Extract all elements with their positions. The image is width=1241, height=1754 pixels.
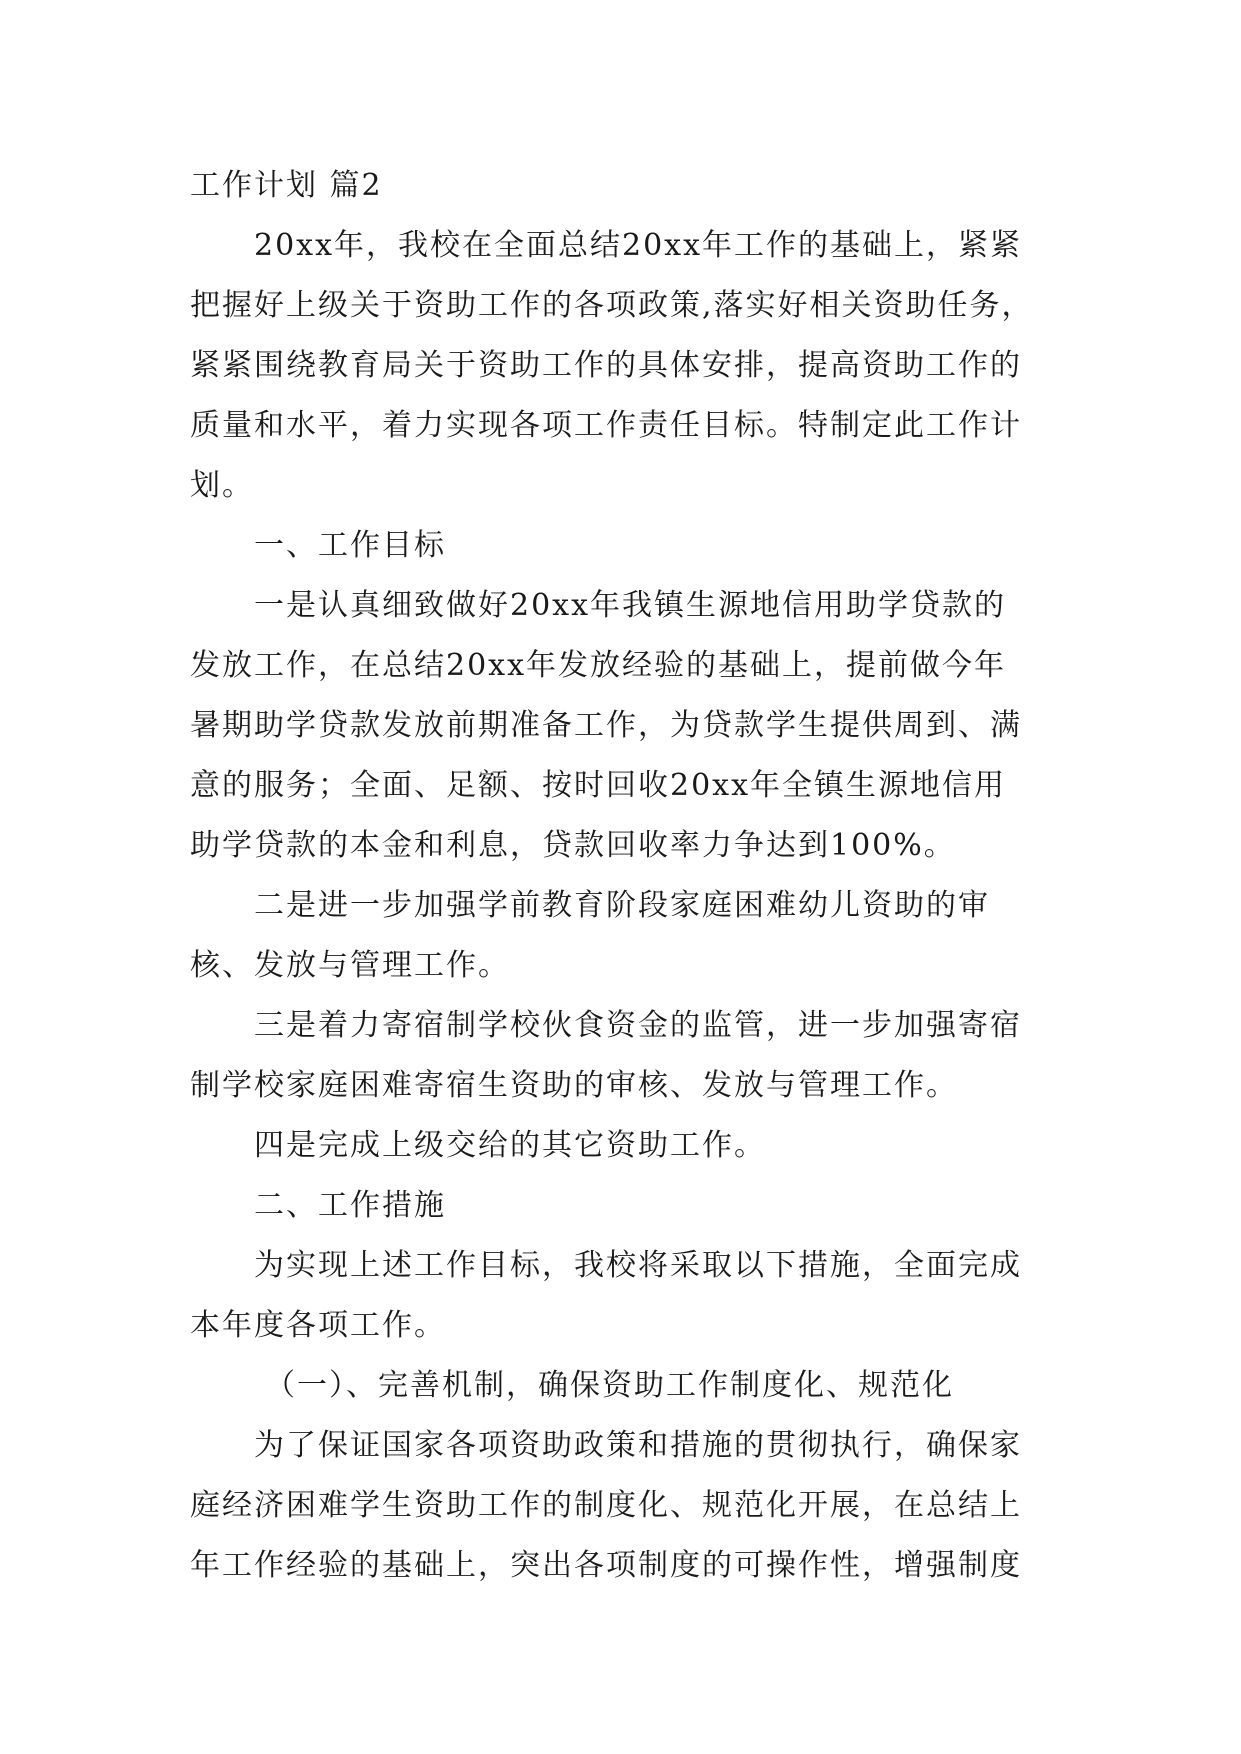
paragraph-line: 20xx年，我校在全面总结20xx年工作的基础上，紧紧 [254, 228, 1023, 263]
paragraph-line: 三是着力寄宿制学校伙食资金的监管，进一步加强寄宿 [254, 1008, 1022, 1043]
paragraph-line: 意的服务；全面、足额、按时回收20xx年全镇生源地信用 [190, 768, 1007, 803]
paragraph-line: 为了保证国家各项资助政策和措施的贯彻执行，确保家 [254, 1428, 1022, 1463]
section-heading: 一、工作目标 [254, 528, 446, 563]
paragraph-line: 庭经济困难学生资助工作的制度化、规范化开展，在总结上 [190, 1488, 1022, 1523]
paragraph-line: 二是进一步加强学前教育阶段家庭困难幼儿资助的审 [254, 888, 990, 923]
paragraph-line: 紧紧围绕教育局关于资助工作的具体安排，提高资助工作的 [190, 348, 1022, 383]
paragraph-line: 质量和水平，着力实现各项工作责任目标。特制定此工作计 [190, 408, 1022, 443]
paragraph-line: 四是完成上级交给的其它资助工作。 [254, 1128, 766, 1163]
paragraph-line: 把握好上级关于资助工作的各项政策,落实好相关资助任务， [190, 288, 1034, 323]
paragraph-line: 本年度各项工作。 [190, 1308, 446, 1343]
subsection-heading: （一）、完善机制，确保资助工作制度化、规范化 [265, 1368, 954, 1403]
paragraph-line: 年工作经验的基础上，突出各项制度的可操作性，增强制度 [190, 1548, 1022, 1583]
paragraph-line: 一是认真细致做好20xx年我镇生源地信用助学贷款的 [254, 588, 1007, 623]
document-title: 工作计划 篇2 [190, 168, 383, 203]
paragraph-line: 核、发放与管理工作。 [190, 948, 510, 983]
paragraph-line: 划。 [190, 468, 254, 503]
paragraph-line: 暑期助学贷款发放前期准备工作，为贷款学生提供周到、满 [190, 708, 1022, 743]
paragraph-line: 制学校家庭困难寄宿生资助的审核、发放与管理工作。 [190, 1068, 958, 1103]
paragraph-line: 为实现上述工作目标，我校将采取以下措施，全面完成 [254, 1248, 1022, 1283]
paragraph-line: 发放工作，在总结20xx年发放经验的基础上，提前做今年 [190, 648, 1007, 683]
paragraph-line: 助学贷款的本金和利息，贷款回收率力争达到100%。 [190, 828, 956, 863]
section-heading: 二、工作措施 [254, 1188, 446, 1223]
